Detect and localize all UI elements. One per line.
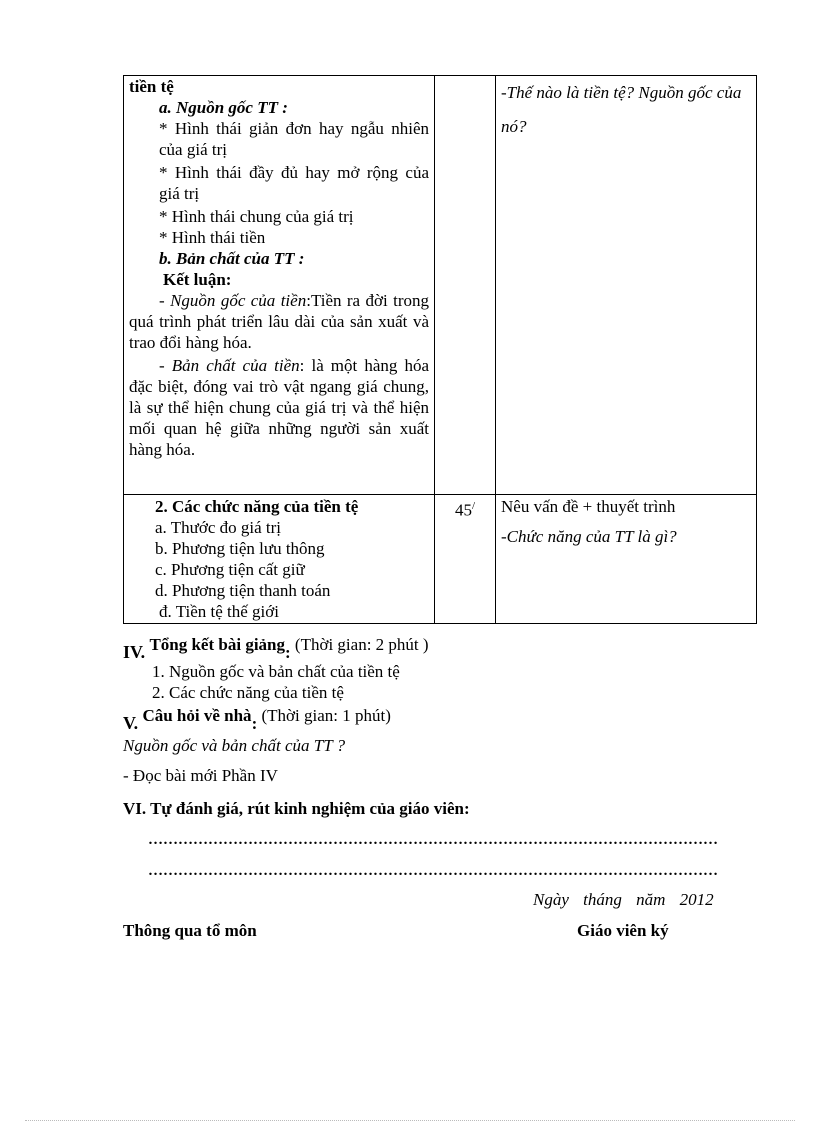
origin-conclusion: - Nguồn gốc của tiền:Tiền ra đời trong quá trình phát triển lâu dài của sản xuất và trao đổi hàng hóa.	[129, 291, 430, 352]
section-4-time: (Thời gian: 2 phút )	[294, 635, 429, 654]
origin-form-2: * Hình thái đầy đủ hay mở rộng của giá trị	[159, 163, 429, 203]
time-value: 45	[454, 500, 472, 520]
topic-heading: tiền tệ	[129, 77, 174, 96]
page-bottom-border	[25, 1120, 795, 1121]
section-6-title: VI. Tự đánh giá, rút kinh nghiệm của giáo viên:	[123, 799, 470, 818]
section-4-header: IV. Tổng kết bài giảng: (Thời gian: 2 phút )	[123, 635, 429, 662]
function-item: d. Phương tiện thanh toán	[155, 581, 331, 600]
origin-form-1: * Hình thái giản đơn hay ngẫu nhiên của giá trị	[159, 119, 429, 159]
homework-question: Nguồn gốc và bản chất của TT ?	[123, 736, 346, 755]
method-cell	[496, 76, 757, 495]
lesson-table	[123, 75, 757, 624]
origin-text: :Tiền ra đời trong quá trình phát triển lâu dài của sản xuất và trao đổi hàng hóa.	[129, 291, 430, 352]
content-cell	[124, 495, 435, 624]
teacher-signature-label: Giáo viên ký	[577, 921, 669, 940]
section-5-title: Câu hỏi về nhà	[142, 706, 252, 725]
dotted-line: ……………………………………………………………………………………………………	[148, 863, 718, 879]
origin-form-4: * Hình thái tiền	[159, 228, 266, 247]
section-5-time: (Thời gian: 1 phút)	[261, 706, 391, 725]
table-row	[124, 495, 757, 624]
time-cell	[435, 495, 496, 624]
time-cell	[435, 76, 496, 495]
origin-label: Nguồn gốc của tiền	[170, 291, 307, 310]
summary-item: 2. Các chức năng của tiền tệ	[152, 683, 344, 702]
teaching-method: Nêu vấn đề + thuyết trình	[501, 497, 676, 516]
dotted-line: ……………………………………………………………………………………………………	[148, 832, 718, 848]
approval-signature-label: Thông qua tổ môn	[123, 921, 257, 940]
table-row	[124, 76, 757, 495]
function-item: c. Phương tiện cất giữ	[155, 560, 305, 579]
origin-form-3: * Hình thái chung của giá trị	[159, 207, 354, 226]
question-functions: -Chức năng của TT là gì?	[501, 527, 677, 546]
function-item: b. Phương tiện lưu thông	[155, 539, 325, 558]
method-cell	[496, 495, 757, 624]
content-cell	[124, 76, 435, 495]
functions-heading: 2. Các chức năng của tiền tệ	[155, 497, 359, 516]
section-5-numeral: V.	[123, 713, 139, 733]
nature-label: Bản chất của tiền	[171, 356, 300, 375]
question-origin: -Thế nào là tiền tệ? Nguồn gốc của nó?	[501, 83, 742, 136]
function-item: đ. Tiền tệ thế giới	[159, 602, 279, 621]
subheading-origin: a. Nguồn gốc TT :	[159, 98, 288, 117]
section-4-title: Tổng kết bài giảng	[149, 635, 285, 654]
nature-conclusion: - Bản chất của tiền: là một hàng hóa đặc biệt, đóng vai trò vật ngang giá chung, là sự thể hiện chung của giá trị và thể hiện mối quan hệ giữa những người sản xuất hàng hóa.	[129, 356, 429, 459]
subheading-nature: b. Bản chất của TT :	[159, 249, 305, 268]
date-line: Ngày tháng năm 2012	[533, 890, 714, 909]
nature-text: : là một hàng hóa đặc biệt, đóng vai trò vật ngang giá chung, là sự thể hiện chung của giá trị và thể hiện mối quan hệ giữa những người sản xuất hàng hóa.	[129, 356, 429, 459]
summary-item: 1. Nguồn gốc và bản chất của tiền tệ	[152, 662, 400, 681]
section-5-header: V. Câu hỏi về nhà: (Thời gian: 1 phút)	[123, 706, 391, 733]
homework-task: - Đọc bài mới Phần IV	[123, 766, 278, 785]
time-unit: /	[471, 500, 476, 512]
function-item: a. Thước đo giá trị	[155, 518, 281, 537]
section-4-numeral: IV.	[123, 642, 146, 662]
conclusion-label: Kết luận:	[163, 270, 232, 289]
